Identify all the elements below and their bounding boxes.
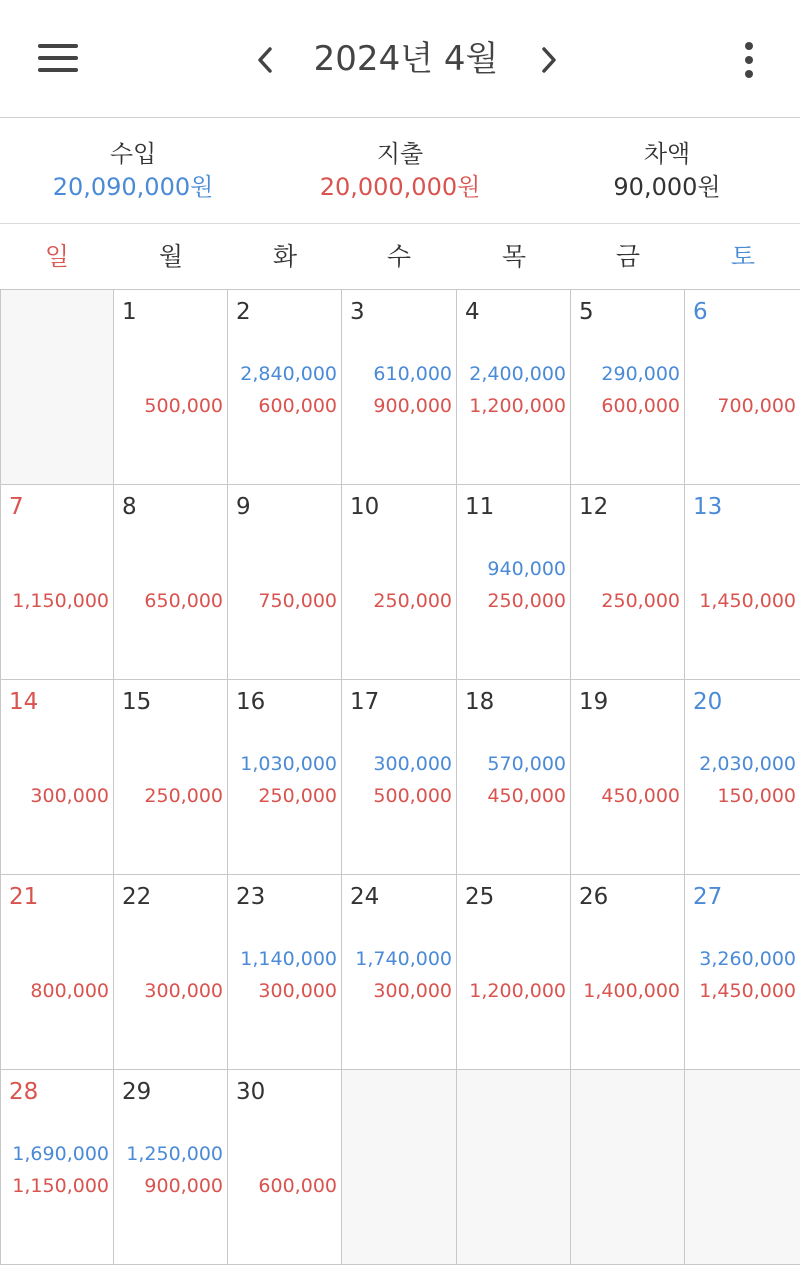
day-number: 6	[693, 299, 708, 325]
day-number: 12	[579, 494, 609, 520]
day-number: 19	[579, 689, 609, 715]
day-cell[interactable]	[342, 485, 457, 680]
weekday-fri: 금	[615, 242, 641, 271]
day-income: 290,000	[601, 363, 680, 385]
income-total: 20,090,000원	[52, 173, 214, 201]
day-income: 2,840,000	[240, 363, 337, 385]
day-income: 300,000	[373, 753, 452, 775]
day-number: 26	[579, 884, 609, 910]
more-vertical-icon[interactable]	[736, 40, 762, 80]
day-expense: 250,000	[144, 785, 223, 807]
day-cell[interactable]	[0, 680, 114, 875]
day-number: 22	[122, 884, 152, 910]
day-number: 29	[122, 1079, 152, 1105]
day-expense: 700,000	[717, 395, 796, 417]
day-expense: 1,400,000	[583, 980, 680, 1002]
day-income: 610,000	[373, 363, 452, 385]
day-number: 11	[465, 494, 495, 520]
day-cell[interactable]	[228, 290, 342, 485]
day-income: 2,400,000	[469, 363, 566, 385]
day-expense: 300,000	[30, 785, 109, 807]
day-income: 2,030,000	[699, 753, 796, 775]
day-number: 13	[693, 494, 723, 520]
day-expense: 600,000	[258, 395, 337, 417]
day-expense: 1,200,000	[469, 395, 566, 417]
day-expense: 500,000	[373, 785, 452, 807]
day-number: 7	[9, 494, 24, 520]
day-cell[interactable]	[457, 680, 571, 875]
day-cell[interactable]	[457, 485, 571, 680]
expense-total: 20,000,000원	[319, 173, 481, 201]
day-number: 16	[236, 689, 266, 715]
calendar-grid	[0, 290, 800, 1260]
empty-day-cell	[0, 290, 114, 485]
day-cell[interactable]	[571, 290, 685, 485]
day-cell[interactable]	[114, 290, 228, 485]
day-expense: 650,000	[144, 590, 223, 612]
expense-summary	[267, 138, 533, 204]
day-number: 18	[465, 689, 495, 715]
day-income: 940,000	[487, 558, 566, 580]
balance-summary	[534, 138, 800, 204]
weekday-wed: 수	[386, 242, 412, 271]
day-income: 570,000	[487, 753, 566, 775]
day-expense: 250,000	[487, 590, 566, 612]
balance-label: 차액	[643, 140, 691, 168]
income-summary	[0, 138, 266, 204]
weekday-thu: 목	[501, 242, 527, 271]
day-cell[interactable]	[457, 875, 571, 1070]
day-number: 10	[350, 494, 380, 520]
day-expense: 250,000	[373, 590, 452, 612]
day-number: 4	[465, 299, 480, 325]
day-number: 1	[122, 299, 137, 325]
monthly-summary	[0, 118, 800, 224]
day-number: 24	[350, 884, 380, 910]
day-number: 9	[236, 494, 251, 520]
day-expense: 450,000	[487, 785, 566, 807]
day-cell[interactable]	[0, 875, 114, 1070]
empty-day-cell	[685, 1070, 800, 1265]
day-income: 3,260,000	[699, 948, 796, 970]
day-number: 3	[350, 299, 365, 325]
day-expense: 500,000	[144, 395, 223, 417]
hamburger-menu-icon[interactable]	[38, 42, 78, 74]
day-number: 14	[9, 689, 39, 715]
day-cell[interactable]	[571, 485, 685, 680]
day-cell[interactable]	[228, 1070, 342, 1265]
day-expense: 300,000	[258, 980, 337, 1002]
day-expense: 800,000	[30, 980, 109, 1002]
day-cell[interactable]	[114, 680, 228, 875]
empty-day-cell	[342, 1070, 457, 1265]
day-cell[interactable]	[342, 680, 457, 875]
day-cell[interactable]	[571, 680, 685, 875]
day-income: 1,740,000	[355, 948, 452, 970]
day-expense: 300,000	[373, 980, 452, 1002]
day-expense: 600,000	[601, 395, 680, 417]
day-cell[interactable]	[685, 290, 800, 485]
day-cell[interactable]	[0, 485, 114, 680]
day-cell[interactable]	[685, 485, 800, 680]
day-expense: 1,450,000	[699, 980, 796, 1002]
day-expense: 900,000	[144, 1175, 223, 1197]
day-income: 1,690,000	[12, 1143, 109, 1165]
day-cell[interactable]	[114, 875, 228, 1070]
chevron-left-icon[interactable]	[246, 40, 286, 80]
day-expense: 450,000	[601, 785, 680, 807]
day-number: 17	[350, 689, 380, 715]
day-income: 1,250,000	[126, 1143, 223, 1165]
day-expense: 250,000	[258, 785, 337, 807]
day-income: 1,030,000	[240, 753, 337, 775]
day-cell[interactable]	[342, 290, 457, 485]
app-header	[0, 0, 800, 118]
day-number: 2	[236, 299, 251, 325]
day-expense: 1,200,000	[469, 980, 566, 1002]
day-cell[interactable]	[457, 290, 571, 485]
day-cell[interactable]	[685, 875, 800, 1070]
day-cell[interactable]	[228, 875, 342, 1070]
day-expense: 300,000	[144, 980, 223, 1002]
weekday-sat: 토	[730, 242, 756, 271]
day-number: 30	[236, 1079, 266, 1105]
day-number: 25	[465, 884, 495, 910]
day-cell[interactable]	[228, 485, 342, 680]
day-expense: 750,000	[258, 590, 337, 612]
day-cell[interactable]	[114, 1070, 228, 1265]
day-number: 21	[9, 884, 39, 910]
day-expense: 250,000	[601, 590, 680, 612]
day-expense: 1,150,000	[12, 590, 109, 612]
day-expense: 600,000	[258, 1175, 337, 1197]
day-expense: 150,000	[717, 785, 796, 807]
day-income: 1,140,000	[240, 948, 337, 970]
day-expense: 1,450,000	[699, 590, 796, 612]
weekday-header	[0, 224, 800, 290]
day-expense: 900,000	[373, 395, 452, 417]
day-cell[interactable]	[0, 1070, 114, 1265]
weekday-mon: 월	[158, 242, 184, 271]
chevron-right-icon[interactable]	[528, 40, 568, 80]
day-expense: 1,150,000	[12, 1175, 109, 1197]
weekday-sun: 일	[44, 242, 70, 271]
weekday-tue: 화	[272, 242, 298, 271]
day-number: 27	[693, 884, 723, 910]
day-number: 8	[122, 494, 137, 520]
day-number: 20	[693, 689, 723, 715]
day-cell[interactable]	[685, 680, 800, 875]
day-number: 5	[579, 299, 594, 325]
day-cell[interactable]	[228, 680, 342, 875]
income-label: 수입	[109, 140, 157, 168]
day-number: 15	[122, 689, 152, 715]
month-title[interactable]: 2024년 4월	[313, 39, 499, 79]
empty-day-cell	[571, 1070, 685, 1265]
day-cell[interactable]	[114, 485, 228, 680]
empty-day-cell	[457, 1070, 571, 1265]
expense-label: 지출	[376, 140, 424, 168]
day-cell[interactable]	[571, 875, 685, 1070]
balance-total: 90,000원	[613, 173, 721, 201]
day-cell[interactable]	[342, 875, 457, 1070]
day-number: 28	[9, 1079, 39, 1105]
day-number: 23	[236, 884, 266, 910]
